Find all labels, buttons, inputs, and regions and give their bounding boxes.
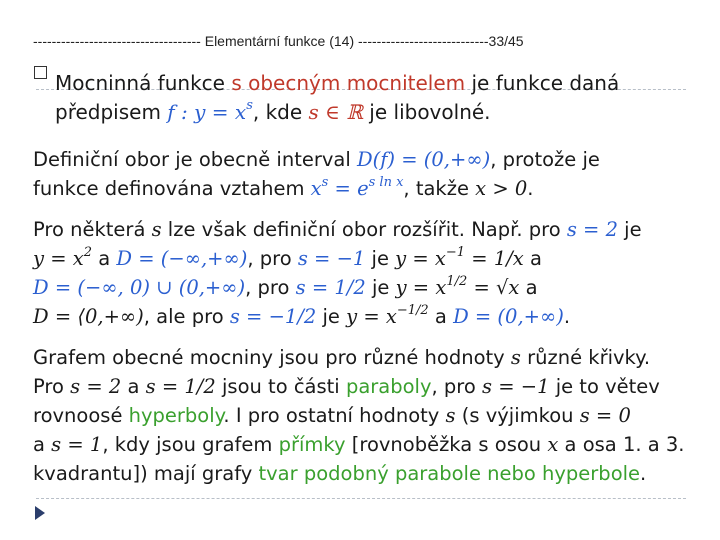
text: , protože je (490, 148, 600, 171)
text: jsou to části (215, 375, 346, 398)
math-formula: s ∈ ℝ (308, 100, 363, 124)
math-formula: s = −1 (482, 375, 550, 398)
text: , pro (245, 276, 296, 299)
paragraph-graphs (33, 343, 683, 488)
text: kvadrantu]) mají grafy (33, 462, 259, 485)
math-formula: x (547, 433, 559, 456)
math-formula: s = −1 (297, 247, 366, 270)
math-formula: s = 1/2 (295, 276, 366, 299)
math-formula: = 1/x (465, 247, 524, 270)
math-formula: D = (−∞,+∞) (116, 247, 248, 270)
text: a (33, 433, 52, 456)
text: Definiční obor je obecně interval (33, 148, 357, 171)
text: je to větev (549, 375, 660, 398)
highlight-term: přímky (278, 433, 346, 456)
math-formula: x (310, 177, 322, 200)
math-formula: D = (−∞, 0) ∪ (0,+∞) (33, 276, 246, 299)
math-formula: D = (0,+∞) (453, 305, 564, 328)
math-formula: x > 0 (475, 177, 528, 200)
math-formula: D = ⟨0,+∞) (33, 305, 144, 328)
text: (s výjimkou (455, 404, 580, 427)
text: a osa 1. a 3. (558, 433, 685, 456)
text: a (428, 305, 454, 328)
text: Pro některá (33, 218, 152, 241)
paragraph-domain (33, 145, 683, 203)
text: , pro (247, 247, 298, 270)
text: . (563, 305, 571, 328)
math-formula: y = x (346, 305, 397, 328)
math-exponent: 2 (83, 244, 93, 260)
math-formula: D(f) = (0,+∞) (356, 148, 491, 171)
math-formula: = √x (467, 276, 520, 299)
slide-header: ------------------------------------ Elementární funkce (14) ----------------------------33/45 (33, 33, 524, 49)
highlight-term: tvar podobný parabole nebo hyperbole (258, 462, 641, 485)
text: je libovolné. (362, 100, 491, 124)
divider-bottom (36, 498, 686, 499)
text: , kde (252, 100, 309, 124)
math-exponent: −1 (445, 244, 466, 260)
text: funkce definována vztahem (33, 177, 311, 200)
text: a (523, 247, 542, 270)
highlight-term: hyperboly (128, 404, 224, 427)
paragraph-definition (55, 69, 705, 127)
text: je (365, 247, 396, 270)
text: , pro (431, 375, 482, 398)
highlight-term: s obecným mocnitelem (231, 71, 466, 95)
text: , ale pro (143, 305, 230, 328)
math-exponent: −1/2 (396, 302, 429, 318)
text: je (617, 218, 642, 241)
text: je (365, 276, 396, 299)
text: a (121, 375, 146, 398)
math-formula: = e (328, 177, 369, 200)
math-formula: y = x (395, 247, 446, 270)
text: předpisem (55, 100, 168, 124)
math-exponent: 1/2 (446, 273, 468, 289)
math-exponent: s (246, 98, 253, 114)
text: [rovnoběžka s osou (345, 433, 548, 456)
math-formula: s = 2 (566, 218, 618, 241)
math-exponent: s ln x (368, 174, 404, 190)
text: . (640, 462, 647, 485)
math-formula: s (510, 346, 521, 369)
text: rovnoosé (33, 404, 129, 427)
math-exponent: s (321, 174, 329, 190)
text: , kdy jsou grafem (102, 433, 279, 456)
bullet-box-icon (34, 66, 47, 79)
highlight-term: paraboly (345, 375, 432, 398)
math-formula: y = x (395, 276, 447, 299)
text: Mocninná funkce (55, 71, 232, 95)
math-formula: s = 1 (51, 433, 103, 456)
text: . (527, 177, 534, 200)
math-formula: s = −1/2 (229, 305, 317, 328)
math-formula: s = 1/2 (145, 375, 216, 398)
math-formula: s (151, 218, 162, 241)
text: a (519, 276, 538, 299)
text: je funkce daná (465, 71, 620, 95)
text: je (316, 305, 347, 328)
text: . I pro ostatní hodnoty (223, 404, 446, 427)
triangle-right-icon[interactable] (35, 506, 45, 520)
math-formula: y = x (33, 247, 84, 270)
text: Pro (33, 375, 71, 398)
text: lze však definiční obor rozšířit. Např. pro (161, 218, 567, 241)
math-formula: s (445, 404, 456, 427)
paragraph-examples (33, 215, 683, 331)
math-formula: s = 0 (579, 404, 631, 427)
text: a (92, 247, 117, 270)
math-formula: f : y = x (167, 100, 247, 124)
math-formula: s = 2 (70, 375, 122, 398)
text: , takže (403, 177, 476, 200)
text: Grafem obecné mocniny jsou pro různé hodnoty (33, 346, 511, 369)
text: různé křivky. (520, 346, 651, 369)
